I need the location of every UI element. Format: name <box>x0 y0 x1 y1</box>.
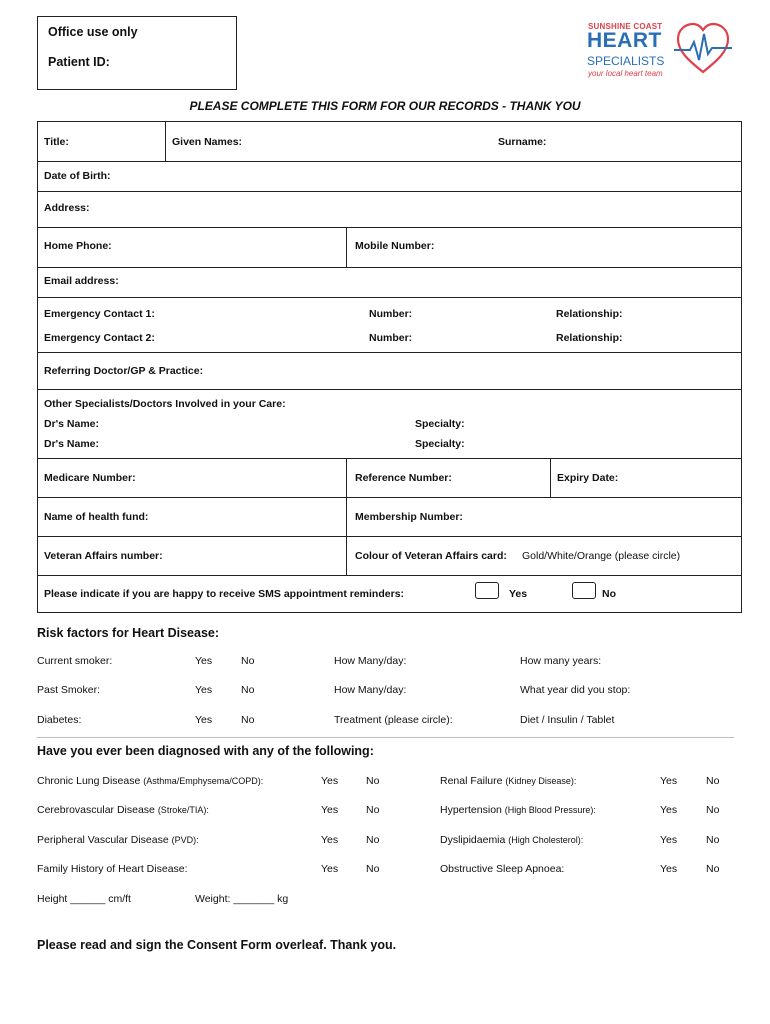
condition-label: Obstructive Sleep Apnoea: <box>440 863 565 875</box>
veteran-colour-options: Gold/White/Orange (please circle) <box>522 550 681 562</box>
risk-question-2: What year did you stop: <box>520 684 631 696</box>
condition-name: Hypertension <box>440 804 502 816</box>
other-specialists-label: Other Specialists/Doctors Involved in your Care: <box>44 398 286 410</box>
col-divider <box>346 227 347 267</box>
medicare-label: Medicare Number: <box>44 472 136 484</box>
ec2-number-label: Number: <box>369 332 413 344</box>
condition-name: Cerebrovascular Disease <box>37 804 155 816</box>
condition-yes[interactable]: Yes <box>321 834 339 846</box>
row-divider <box>38 161 741 162</box>
condition-no[interactable]: No <box>706 775 720 787</box>
sms-reminder-label: Please indicate if you are happy to receive SMS appointment reminders: <box>44 588 405 600</box>
emergency-contact-1-label: Emergency Contact 1: <box>44 308 155 320</box>
office-use-title: Office use only <box>48 25 138 39</box>
email-label: Email address: <box>44 275 119 287</box>
row-divider <box>38 575 741 576</box>
risk-question-1: How Many/day: <box>334 684 407 696</box>
diagnosed-heading: Have you ever been diagnosed with any of the following: <box>37 744 374 758</box>
form-banner: PLEASE COMPLETE THIS FORM FOR OUR RECORDS - THANK YOU <box>189 99 581 113</box>
consent-note: Please read and sign the Consent Form overleaf. Thank you. <box>37 938 397 952</box>
heart-icon <box>674 20 732 80</box>
condition-no[interactable]: No <box>366 863 380 875</box>
risk-row-label: Past Smoker: <box>37 684 101 696</box>
logo-line1: SUNSHINE COAST <box>588 22 663 31</box>
height-field[interactable]: Height ______ cm/ft <box>37 893 131 905</box>
row-divider <box>38 267 741 268</box>
ec1-number-label: Number: <box>369 308 413 320</box>
logo-line4: your local heart team <box>588 69 663 78</box>
risk-no[interactable]: No <box>241 684 255 696</box>
given-names-label: Given Names: <box>172 136 243 148</box>
sms-yes-label: Yes <box>509 588 528 600</box>
title-label: Title: <box>44 136 69 148</box>
condition-label: Family History of Heart Disease: <box>37 863 188 875</box>
row-divider <box>38 227 741 228</box>
condition-label <box>440 834 583 846</box>
clinic-logo <box>586 20 732 82</box>
col-divider <box>346 458 347 575</box>
risk-row-label: Current smoker: <box>37 655 113 667</box>
drs-name-1-label: Dr's Name: <box>44 418 100 430</box>
col-divider <box>550 458 551 497</box>
patient-details-table <box>37 121 742 613</box>
condition-yes[interactable]: Yes <box>321 775 339 787</box>
condition-detail: (Stroke/TIA): <box>157 805 209 815</box>
risk-question-1: How Many/day: <box>334 655 407 667</box>
risk-yes[interactable]: Yes <box>195 655 213 667</box>
home-phone-label: Home Phone: <box>44 240 112 252</box>
condition-no[interactable]: No <box>366 775 380 787</box>
condition-yes[interactable]: Yes <box>660 863 678 875</box>
risk-no[interactable]: No <box>241 714 255 726</box>
specialty-2-label: Specialty: <box>415 438 465 450</box>
logo-line2: HEART <box>587 29 662 52</box>
veteran-number-label: Veteran Affairs number: <box>44 550 163 562</box>
weight-field[interactable]: Weight: _______ kg <box>195 893 289 905</box>
condition-detail: (Kidney Disease): <box>505 776 577 786</box>
condition-no[interactable]: No <box>706 804 720 816</box>
condition-name: Renal Failure <box>440 775 503 787</box>
mobile-label: Mobile Number: <box>355 240 435 252</box>
condition-no[interactable]: No <box>706 834 720 846</box>
row-divider <box>38 297 741 298</box>
drs-name-2-label: Dr's Name: <box>44 438 100 450</box>
row-divider <box>38 389 741 390</box>
condition-detail: (Asthma/Emphysema/COPD): <box>143 776 264 786</box>
health-fund-label: Name of health fund: <box>44 511 149 523</box>
expiry-label: Expiry Date: <box>557 472 619 484</box>
ec1-relationship-label: Relationship: <box>556 308 623 320</box>
condition-detail: (PVD): <box>171 835 199 845</box>
sms-yes-checkbox[interactable] <box>475 582 499 599</box>
risk-question-1: Treatment (please circle): <box>334 714 453 726</box>
dob-label: Date of Birth: <box>44 170 111 182</box>
row-divider <box>38 536 741 537</box>
condition-yes[interactable]: Yes <box>321 804 339 816</box>
row-divider <box>38 352 741 353</box>
sms-no-checkbox[interactable] <box>572 582 596 599</box>
condition-yes[interactable]: Yes <box>660 775 678 787</box>
row-divider <box>38 191 741 192</box>
risk-factors-heading: Risk factors for Heart Disease: <box>37 626 220 640</box>
section-divider <box>37 737 734 738</box>
referring-doctor-label: Referring Doctor/GP & Practice: <box>44 365 204 377</box>
row-divider <box>38 497 741 498</box>
sms-no-label: No <box>602 588 616 600</box>
condition-label <box>37 834 199 846</box>
risk-row-label: Diabetes: <box>37 714 82 726</box>
condition-yes[interactable]: Yes <box>660 804 678 816</box>
specialty-1-label: Specialty: <box>415 418 465 430</box>
condition-name: Chronic Lung Disease <box>37 775 141 787</box>
membership-label: Membership Number: <box>355 511 463 523</box>
address-label: Address: <box>44 202 90 214</box>
risk-question-2: Diet / Insulin / Tablet <box>520 714 615 726</box>
patient-id-label: Patient ID: <box>48 55 110 69</box>
col-divider <box>165 122 166 161</box>
risk-question-2: How many years: <box>520 655 602 667</box>
emergency-contact-2-label: Emergency Contact 2: <box>44 332 155 344</box>
condition-detail: (High Cholesterol): <box>508 835 584 845</box>
logo-line3: SPECIALISTS <box>587 54 665 68</box>
condition-name: Dyslipidaemia <box>440 834 506 846</box>
condition-detail: (High Blood Pressure): <box>504 805 596 815</box>
condition-label <box>37 775 263 787</box>
condition-yes[interactable]: Yes <box>660 834 678 846</box>
condition-label <box>440 804 596 816</box>
risk-yes[interactable]: Yes <box>195 714 213 726</box>
condition-label <box>37 804 209 816</box>
veteran-colour-label: Colour of Veteran Affairs card: <box>355 550 507 562</box>
condition-yes[interactable]: Yes <box>321 863 339 875</box>
risk-no[interactable]: No <box>241 655 255 667</box>
condition-no[interactable]: No <box>366 804 380 816</box>
risk-yes[interactable]: Yes <box>195 684 213 696</box>
condition-no[interactable]: No <box>366 834 380 846</box>
reference-label: Reference Number: <box>355 472 452 484</box>
ec2-relationship-label: Relationship: <box>556 332 623 344</box>
row-divider <box>38 458 741 459</box>
condition-label <box>440 775 576 787</box>
office-use-box <box>37 16 237 90</box>
condition-name: Peripheral Vascular Disease <box>37 834 169 846</box>
condition-no[interactable]: No <box>706 863 720 875</box>
surname-label: Surname: <box>498 136 547 148</box>
